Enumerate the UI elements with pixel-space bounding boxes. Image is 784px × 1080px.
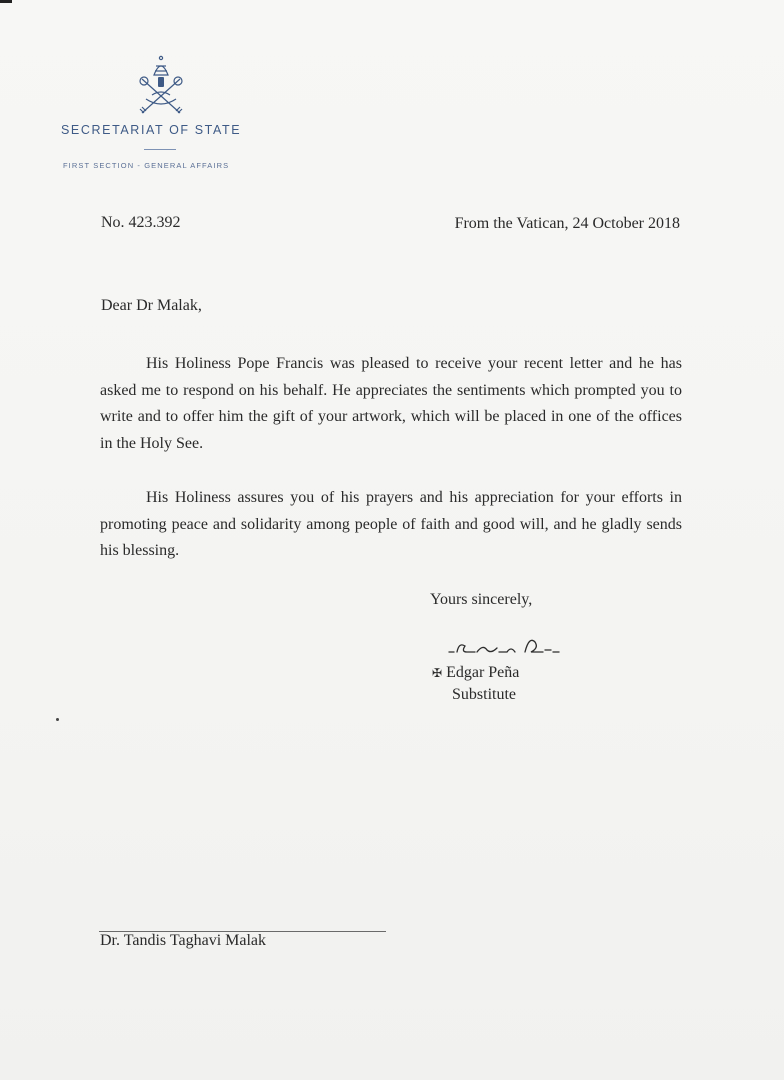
scan-speck [56,718,59,721]
pontifical-cross-icon: ✠ [432,666,443,680]
recipient-name: Dr. Tandis Taghavi Malak [100,932,267,949]
papal-coat-of-arms-icon [132,55,190,117]
letterhead-divider [144,149,176,150]
body-paragraph-2: His Holiness assures you of his prayers and his appreciation for your efforts in promoting peace and solidarity among people of faith and good will, and he gladly sends his blessing. [100,489,682,560]
signer-name [432,664,519,682]
valediction: Yours sincerely, [430,591,533,608]
body-paragraph-1: His Holiness Pope Francis was pleased to receive your recent letter and he has asked me to respond on his behalf. He appreciates the sentiments which prompted you to write and to offer him the gift of your artwork, which will be placed in one of the offices in the Holy See. [100,355,682,452]
handwritten-signature-icon [445,632,565,662]
reference-number: No. 423.392 [101,214,181,231]
signer-name-text: Edgar Peña [446,664,520,681]
office-section: FIRST SECTION - GENERAL AFFAIRS [63,161,230,170]
scan-corner-mark [0,0,12,3]
date-line: From the Vatican, 24 October 2018 [454,215,680,232]
office-name: SECRETARIAT OF STATE [61,123,242,137]
salutation: Dear Dr Malak, [101,297,202,314]
signer-title: Substitute [452,686,517,703]
